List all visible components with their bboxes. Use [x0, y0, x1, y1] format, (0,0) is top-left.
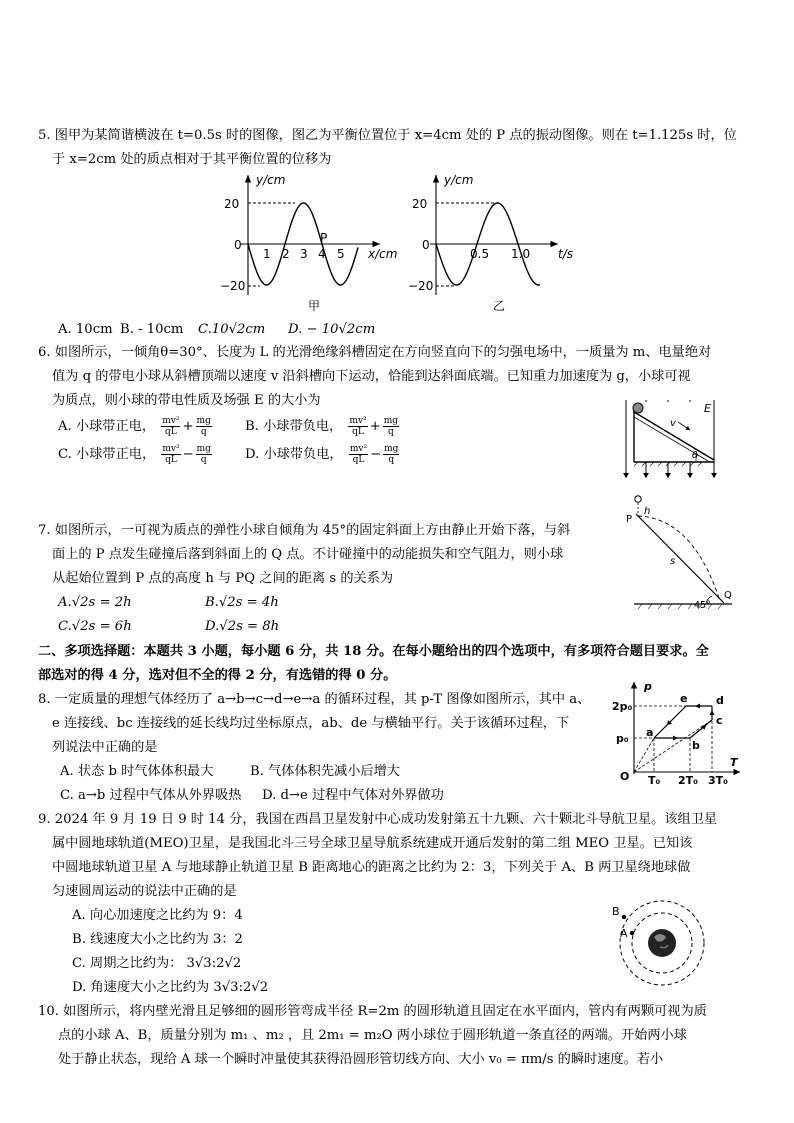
q5-option-a: A. 10cm [58, 322, 113, 337]
yi-y-top: 20 [412, 197, 428, 211]
q6-label-v: v [670, 418, 676, 429]
q6-option-d-label: D. 小球带负电， [245, 447, 343, 462]
q7-option-c: C.√2s = 6h [58, 619, 132, 634]
q8-stem-line1: 8. 一定质量的理想气体经历了 a→b→c→d→e→a 的循环过程，其 p-T 图像如图所示，其中 a、 [38, 692, 591, 707]
q7-option-d: D.√2s = 8h [205, 619, 280, 634]
q6-b-frac2-den: q [387, 427, 394, 437]
q9-label-a: A [620, 927, 628, 940]
jia-x-label: x/cm [368, 247, 398, 261]
q6-d-frac2-num: mg [384, 444, 399, 454]
q6-stem-line3: 为质点，则小球的带电性质及场强 E 的大小为 [52, 393, 321, 408]
q6-c-op: − [182, 447, 194, 462]
q6-option-b-label: B. 小球带负电， [245, 419, 343, 434]
q6-a-op: + [182, 419, 194, 434]
q6-b-frac1-den: qL [352, 427, 364, 437]
q6-d-op: − [370, 447, 382, 462]
q8-label-2p0: 2p₀ [612, 700, 633, 713]
q5-graph-jia [220, 170, 405, 320]
yi-tick-10: 1.0 [511, 247, 531, 261]
q5-stem-line2: 于 x=2cm 处的质点相对于其平衡位置的位移为 [52, 152, 332, 167]
q8-option-c: C. a→b 过程中气体从外界吸热 [60, 788, 242, 803]
q6-option-c-label: C. 小球带正电， [58, 447, 156, 462]
q7-figure [624, 490, 734, 618]
q8-option-d: D. d→e 过程中气体对外界做功 [262, 788, 444, 803]
q5-option-c: C.10√2cm [198, 322, 266, 337]
q8-label-p: p [644, 680, 652, 693]
jia-tick-5: 5 [337, 247, 345, 261]
q10-stem-line1: 10. 如图所示，将内壁光滑且足够细的圆形管弯成半径 R=2m 的圆形轨道且固定在水平面内，管内有两颗可视为质 [38, 1004, 707, 1019]
q6-figure [618, 398, 724, 482]
jia-tick-1: 1 [263, 247, 271, 261]
q6-d-frac2-den: q [388, 455, 395, 465]
q6-a-frac2-num: mg [196, 416, 211, 426]
q6-stem-line2: 值为 q 的带电小球从斜槽顶端以速度 v 沿斜槽向下运动，恰能到达斜面底端。已知重力加速度为 g，小球可视 [52, 369, 691, 384]
q8-label-p0: p₀ [616, 732, 629, 745]
q8-label-2t0: 2T₀ [678, 774, 698, 787]
q6-a-frac1-num: mv² [162, 416, 180, 426]
q9-earth-icon [648, 929, 676, 957]
jia-y-top: 20 [224, 197, 240, 211]
yi-tick-05: 0.5 [470, 247, 490, 261]
yi-y-bottom: −20 [408, 279, 434, 293]
q7-label-q: Q [724, 590, 732, 601]
q8-point-d: d [716, 694, 724, 707]
yi-x-label: t/s [558, 247, 573, 261]
q6-label-theta: θ [692, 451, 698, 461]
q6-b-frac2-num: mg [383, 416, 398, 426]
q8-label-t0: T₀ [648, 774, 661, 787]
q7-stem-line2: 面上的 P 点发生碰撞后落到斜面上的 Q 点。不计碰撞中的动能损失和空气阻力，则小球 [52, 547, 564, 562]
jia-y-bottom: −20 [220, 279, 246, 293]
q6-label-e: E [704, 402, 711, 415]
jia-tick-2: 2 [282, 247, 290, 261]
q9-option-b: B. 线速度大小之比约为 3：2 [72, 932, 243, 947]
yi-origin: 0 [422, 238, 430, 252]
q6-ball [633, 403, 643, 413]
q7-option-a: A.√2s = 2h [58, 595, 132, 610]
q8-label-origin: O [620, 770, 630, 783]
q8-point-a: a [646, 726, 654, 739]
q6-option-a-label: A. 小球带正电， [58, 419, 156, 434]
q8-stem-line2: e 连接线、bc 连接线的延长线均过坐标原点，ab、de 与横轴平行。关于该循环过程，下 [52, 716, 570, 731]
q8-point-b: b [692, 739, 700, 752]
q9-stem-line2: 属中圆地球轨道(MEO)卫星，是我国北斗三号全球卫星导航系统建成开通后发射的第二组 MEO 卫星。已知该 [52, 836, 693, 851]
q6-d-frac1-num: mv² [349, 444, 368, 454]
yi-y-label: y/cm [444, 173, 474, 187]
jia-origin: 0 [234, 238, 242, 252]
q5-stem-line1: 5. 图甲为某简谐横波在 t=0.5s 时的图像，图乙为平衡位置位于 x=4cm 处的 P 点的振动图像。则在 t=1.125s 时，位 [38, 128, 737, 143]
jia-tick-3: 3 [300, 247, 308, 261]
q7-stem-line3: 从起始位置到 P 点的高度 h 与 PQ 之间的距离 s 的关系为 [52, 571, 394, 586]
q6-c-frac2-num: mg [196, 444, 211, 454]
q5-option-b: B. - 10cm [120, 322, 184, 337]
q8-pt-graph [612, 676, 747, 786]
q6-option-c [58, 444, 214, 465]
jia-tick-4: 4 [318, 247, 326, 261]
q5-graph-yi [408, 170, 583, 320]
q6-c-frac2-den: q [200, 455, 207, 465]
q8-stem-line3: 列说法中正确的是 [52, 740, 158, 755]
q9-stem-line4: 匀速圆周运动的说法中正确的是 [52, 884, 237, 899]
q5-option-d: D. − 10√2cm [288, 322, 376, 337]
q7-label-h: h [644, 506, 651, 517]
q9-satellite-a [630, 931, 634, 935]
q9-label-b: B [612, 905, 620, 918]
q8-point-c: c [716, 714, 723, 727]
q6-option-b [245, 416, 401, 437]
q10-stem-line2: 点的小球 A、B，质量分别为 m₁ 、m₂ ，且 2m₁ = m₂O 两小球位于圆形轨道一条直径的两端。开始两小球 [58, 1028, 687, 1043]
q7-incline [636, 514, 724, 603]
q8-option-a: A. 状态 b 时气体体积最大 [60, 764, 214, 779]
q7-option-b: B.√2s = 4h [205, 595, 279, 610]
yi-caption: 乙 [493, 299, 506, 313]
jia-y-label: y/cm [256, 173, 286, 187]
q7-ball [635, 496, 641, 502]
q9-satellite-b [622, 915, 626, 919]
q9-option-a: A. 向心加速度之比约为 9：4 [72, 908, 243, 923]
q6-a-frac1-den: qL [164, 427, 177, 437]
q9-option-d: D. 角速度大小之比约为 3√3:2√2 [72, 980, 269, 995]
q6-a-frac2-den: q [200, 427, 207, 437]
q6-b-op: + [369, 419, 381, 434]
q8-option-b: B. 气体体积先减小后增大 [250, 764, 400, 779]
q9-stem-line3: 中圆地球轨道卫星 A 与地球静止轨道卫星 B 距离地心的距离之比约为 2：3，下列关于 A、B 两卫星绕地球做 [52, 860, 691, 875]
section-2-header-line2: 部选对的得 4 分，选对但不全的得 2 分，有选错的得 0 分。 [38, 668, 397, 683]
q6-b-frac1-num: mv² [349, 416, 367, 426]
q8-label-3t0: 3T₀ [708, 774, 728, 787]
q7-label-s: s [670, 556, 676, 567]
q7-label-angle: 45° [694, 600, 711, 611]
jia-point-p: P [320, 231, 328, 245]
q6-stem-line1: 6. 如图所示，一倾角θ=30°、长度为 L 的光滑绝缘斜槽固定在方向竖直向下的匀强电场中，一质量为 m、电量绝对 [38, 345, 712, 360]
q9-orbit-figure [610, 895, 716, 991]
q10-stem-line3: 处于静止状态，现给 A 球一个瞬时冲量使其获得沿圆形管切线方向、大小 v₀ = πm/s 的瞬时速度。若小 [58, 1052, 664, 1067]
q9-stem-line1: 9. 2024 年 9 月 19 日 9 时 14 分，我国在西昌卫星发射中心成功发射第五十九颗、六十颗北斗导航卫星。该组卫星 [38, 812, 718, 827]
q6-option-d [245, 444, 401, 465]
q8-point-e: e [680, 692, 688, 705]
q8-label-t: T [730, 756, 738, 769]
q6-d-frac1-den: qL [352, 455, 365, 465]
q6-c-frac1-num: mv² [162, 444, 180, 454]
q7-label-p: P [626, 514, 633, 525]
jia-caption: 甲 [308, 299, 321, 313]
q6-c-frac1-den: qL [165, 455, 177, 465]
q6-option-a [58, 416, 214, 437]
section-2-header-line1: 二、多项选择题：本题共 3 小题，每小题 6 分，共 18 分。在每小题给出的四个选项中，有多项符合题目要求。全 [38, 644, 709, 659]
q7-stem-line1: 7. 如图所示，一可视为质点的弹性小球自倾角为 45°的固定斜面上方由静止开始下落，与斜 [38, 523, 571, 538]
q9-option-c: C. 周期之比约为： 3√3:2√2 [72, 956, 242, 971]
